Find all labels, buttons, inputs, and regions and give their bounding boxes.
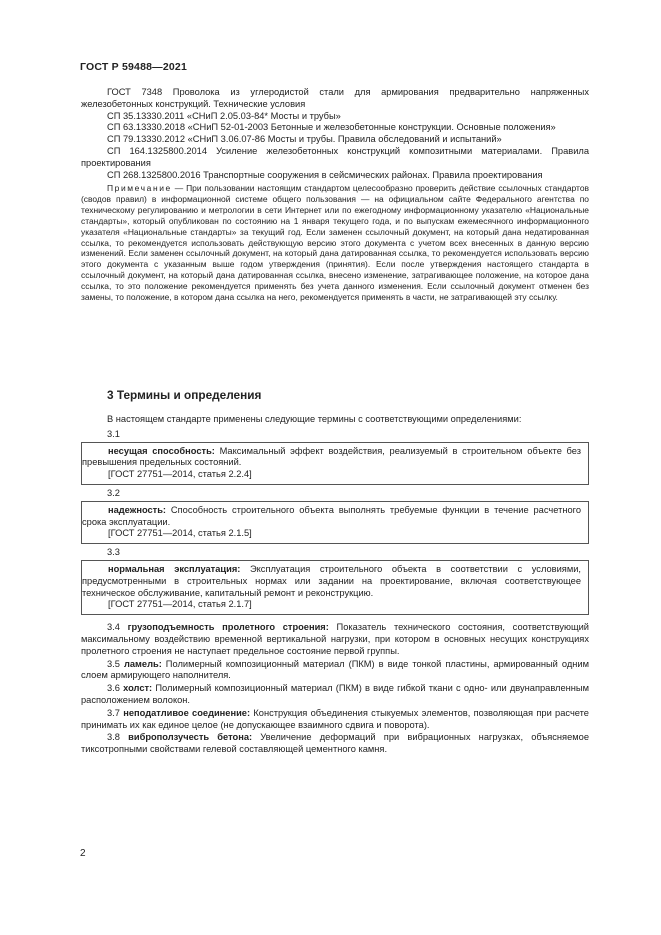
- terms-list: [81, 414, 589, 757]
- term-entry: [81, 622, 589, 657]
- term-name: ламель:: [123, 658, 162, 669]
- term-name: неподатливое соединение:: [123, 707, 251, 718]
- term-name: виброползучесть бетона:: [128, 732, 253, 743]
- term-number: 3.2: [107, 487, 120, 498]
- term-number: 3.4: [107, 622, 120, 633]
- reference-item: ГОСТ 7348 Проволока из углеродистой стали для армирования предварительно напряженных железобетонных конструкций. Технические условия: [81, 87, 589, 109]
- term-text: Конструкция объединения стыкуемых элементов, позволяющая при расчете принимать их как единое целое (не допускающее взаимного сдвига и поворота).: [81, 707, 589, 730]
- term-source: [ГОСТ 27751—2014, статья 2.1.7]: [108, 599, 252, 610]
- term-text: Способность строительного объекта выполнять требуемые функции в течение расчетного срока эксплуатации.: [82, 504, 581, 527]
- term-entry: [81, 732, 589, 756]
- reference-item: СП 164.1325800.2014 Усиление железобетонных конструкций композитными материалами. Правила проектирования: [81, 145, 589, 168]
- page-number: 2: [80, 848, 86, 859]
- term-number: 3.5: [107, 658, 120, 669]
- term-number: 3.3: [107, 547, 120, 558]
- term-source: [ГОСТ 27751—2014, статья 2.2.4]: [108, 469, 252, 480]
- term-text: Увеличение деформаций при вибрационных нагрузках, объясняемое тиксотропными свойствами гелевой составляющей цементного камня.: [81, 732, 589, 755]
- reference-item: СП 35.13330.2011 «СНиП 2.05.03-84* Мосты и трубы»: [107, 110, 341, 121]
- term-text: Максимальный эффект воздействия, реализуемый в строительном объекте без превышения предельных состояний.: [82, 445, 582, 468]
- term-entry: [81, 683, 589, 707]
- term-definition: [82, 505, 581, 529]
- term-name: грузоподъемность пролетного строения:: [127, 622, 329, 633]
- note-text: При пользовании настоящим стандартом целесообразно проверить действие ссылочных стандартов (сводов правил) в информационной системе общего пользования — на официальном сайте Федерального агентства по техническому регулированию и метрологии в сети Интернет или по ежегодному информационному указателю «Национальные стандарты», который опубликован по состоянию на 1 января текущего года, и по выпускам ежемесячного информационного указателя «Национальные стандарты» за текущий год. Если заменен ссылочный документ, на который дана недатированная ссылка, то рекомендуется использовать действующую версию этого документа с учетом всех внесенных в данную версию изменений. Если заменен ссылочный документ, на который дана датированная ссылка, то рекомендуется использовать версию этого документа с указанным выше годом утверждения (принятия). Если после утверждения настоящего стандарта в ссылочный документ, на который дана датированная ссылка, внесено изменение, затрагивающее положение, на которое дана ссылка, то это положение рекомендуется применять без учета данного изменения. Если ссылочный документ отменен без замены, то положение, в котором дана ссылка на него, рекомендуется применять в части, не затрагивающей эту ссылку.: [81, 183, 589, 302]
- term-box: [81, 501, 589, 544]
- plain-terms: [81, 622, 589, 756]
- term-text: Полимерный композиционный материал (ПКМ) в виде тонкой пластины, армированный одним слоем армирующего наполнителя.: [81, 658, 589, 681]
- term-text: Эксплуатация строительного объекта в соответствии с условиями, предусмотренными в строительных нормах или задании на проектирование, включая соответствующее техническое обслуживание, капитальный ремонт и реконструкцию.: [82, 563, 581, 598]
- term-name: надежность:: [108, 504, 167, 515]
- term-entry: [81, 708, 589, 732]
- term-number: 3.6: [107, 683, 120, 694]
- note-dash: —: [171, 183, 187, 194]
- term-name: несущая способность:: [108, 445, 215, 456]
- term-name: холст:: [123, 683, 153, 694]
- term-entry: [81, 659, 589, 683]
- document-code-header: ГОСТ Р 59488—2021: [80, 61, 188, 73]
- section-title: 3 Термины и определения: [107, 388, 262, 402]
- term-number: 3.7: [107, 707, 120, 718]
- reference-item: СП 268.1325800.2016 Транспортные сооружения в сейсмических районах. Правила проектирования: [107, 169, 543, 180]
- term-box: [81, 560, 589, 615]
- term-number: 3.1: [107, 428, 120, 439]
- term-source: [ГОСТ 27751—2014, статья 2.1.5]: [108, 528, 252, 539]
- term-text: Показатель технического состояния, соответствующий максимальному воздействию временной вертикальной нагрузки, при котором в основных несущих конструкциях пролетного строения не наступает предельное состояние первой группы.: [81, 622, 589, 656]
- term-box: [81, 442, 589, 485]
- note-paragraph: [81, 183, 589, 302]
- reference-item: СП 79.13330.2012 «СНиП 3.06.07-86 Мосты и трубы. Правила обследований и испытаний»: [107, 134, 502, 145]
- term-definition: [82, 446, 581, 470]
- term-name: нормальная эксплуатация:: [108, 563, 241, 574]
- section-intro: В настоящем стандарте применены следующие термины с соответствующими определениями:: [107, 414, 522, 424]
- term-definition: [82, 564, 581, 599]
- term-number: 3.8: [107, 732, 120, 743]
- normative-references: [81, 87, 589, 303]
- note-label: Примечание: [107, 183, 172, 194]
- term-text: Полимерный композиционный материал (ПКМ) в виде гибкой ткани с одно- или двунаправленным расположением волокон.: [81, 683, 589, 705]
- reference-item: СП 63.13330.2018 «СНиП 52-01-2003 Бетонные и железобетонные конструкции. Основные положения»: [107, 122, 556, 133]
